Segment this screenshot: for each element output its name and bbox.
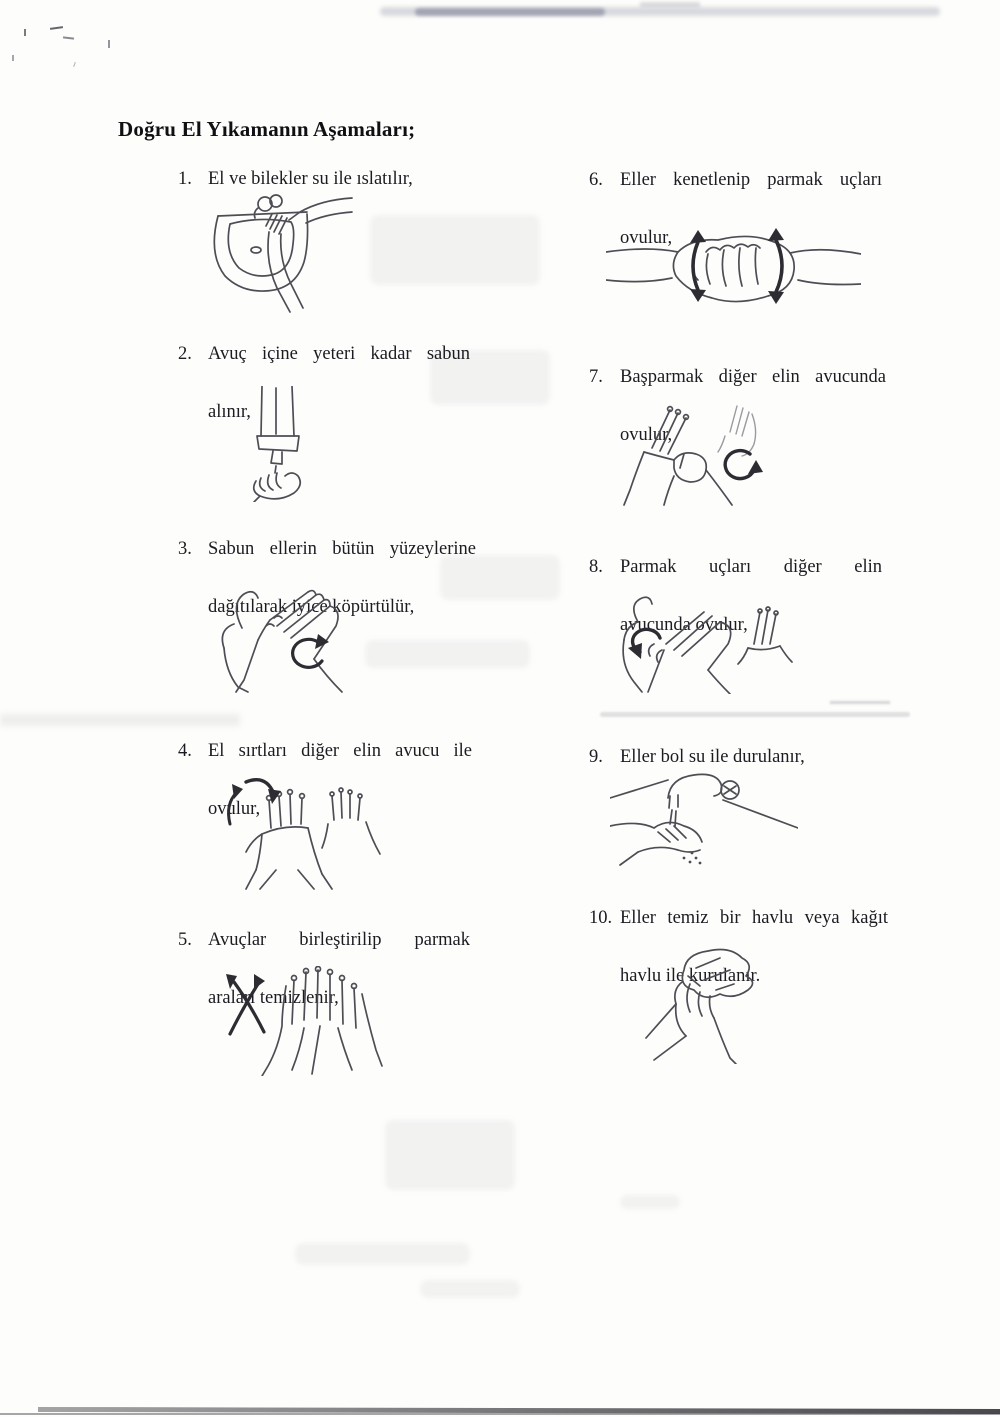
scan-mark: [108, 40, 110, 48]
scan-smudge-middle: [600, 712, 910, 717]
step-text-line: havlu ile kurulanır.: [620, 966, 761, 986]
step-text-line: Parmak uçları diğer elin: [620, 557, 882, 577]
step-text-line: ovulur,: [208, 799, 261, 819]
thumb-rub-illustration: [622, 398, 772, 506]
soap-dispenser-illustration: [248, 386, 320, 502]
scan-mark: [63, 36, 74, 39]
step-text-line: Eller temiz bir havlu veya kağıt: [620, 908, 888, 928]
drying-with-towel-illustration: [626, 946, 791, 1064]
ink-bleed-through: [370, 215, 540, 285]
step-text: El ve bilekler su ile ıslatılır,: [208, 169, 413, 189]
page-title: Doğru El Yıkamanın Aşamaları;: [118, 117, 416, 141]
ink-bleed-through: [420, 1280, 520, 1298]
back-of-hands-rub-illustration: [210, 772, 395, 890]
step-number: 5.: [178, 930, 192, 950]
palms-lathering-illustration: [214, 584, 394, 694]
step-text-line: Avuç içine yeteri kadar sabun: [208, 344, 470, 364]
step-number: 8.: [589, 557, 603, 577]
step-item-2: [178, 340, 470, 427]
scan-smudge-top: [380, 7, 940, 16]
hands-wetted-in-sink-illustration: [203, 192, 353, 314]
interlaced-fingers-illustration: [216, 966, 391, 1076]
step-text-line: dağıtılarak iyice köpürtülür,: [208, 597, 415, 617]
scan-mark: [24, 29, 26, 36]
step-text-line: Avuçlar birleştirilip parmak: [208, 930, 470, 950]
step-number: 3.: [178, 539, 192, 559]
step-number: 4.: [178, 741, 192, 761]
step-number: 1.: [178, 169, 192, 189]
step-text-line: avucunda ovulur,: [620, 615, 748, 635]
scan-mark: [73, 62, 76, 67]
scan-mark: [50, 26, 63, 30]
scan-bottom-edge-line: [38, 1407, 1000, 1414]
locked-hands-illustration: [606, 226, 861, 310]
scan-smudge-top-dark: [415, 8, 605, 16]
step-text-line: Sabun ellerin bütün yüzeylerine: [208, 539, 476, 559]
step-text-line: alınır,: [208, 402, 251, 422]
scan-smudge-middle: [0, 714, 240, 726]
step-text-line: ovulur,: [620, 228, 673, 248]
step-text-line: araları temizlenir,: [208, 988, 339, 1008]
ink-bleed-through: [295, 1243, 470, 1265]
step-text-line: Eller kenetlenip parmak uçları: [620, 170, 882, 190]
step-number: 6.: [589, 170, 603, 190]
ink-bleed-through: [620, 1195, 680, 1209]
scan-smudge-top-small: [640, 2, 700, 7]
step-text-line: ovulur,: [620, 425, 673, 445]
step-number: 7.: [589, 367, 603, 387]
scan-mark: [12, 55, 14, 61]
fingertips-in-palm-illustration: [614, 592, 794, 694]
scan-bottom-edge-line: [0, 1413, 1000, 1415]
step-item-1: [178, 165, 413, 194]
step-number: 10.: [589, 908, 613, 928]
rinsing-under-tap-illustration: [610, 768, 798, 866]
step-number: 2.: [178, 344, 192, 364]
step-number: 9.: [589, 747, 603, 767]
ink-bleed-through: [385, 1120, 515, 1190]
step-text-line: El sırtları diğer elin avucu ile: [208, 741, 472, 761]
step-text-line: Başparmak diğer elin avucunda: [620, 367, 886, 387]
scan-smudge-middle: [830, 701, 890, 704]
step-text: Eller bol su ile durulanır,: [620, 747, 805, 767]
